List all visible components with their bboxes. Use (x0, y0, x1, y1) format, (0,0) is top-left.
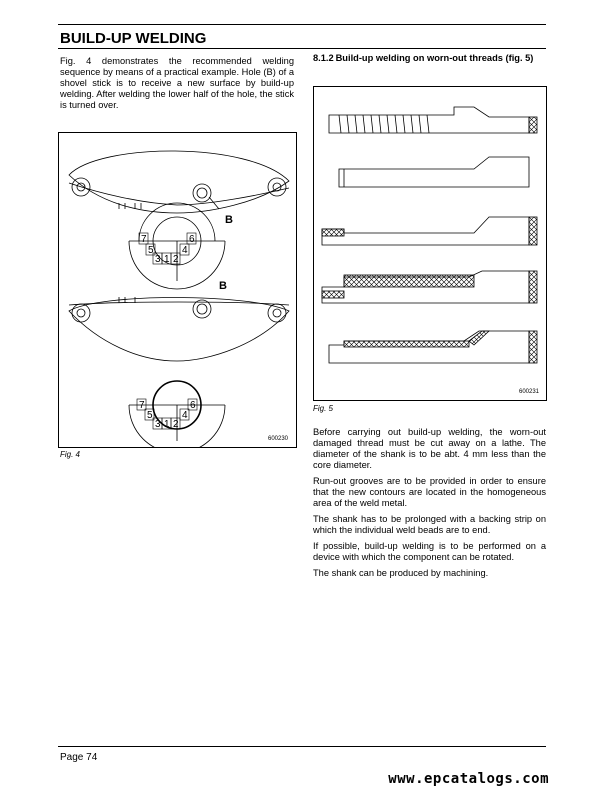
figure-5 (313, 86, 547, 401)
watermark: www.epcatalogs.com (388, 771, 549, 787)
seq-top-2: 2 (173, 254, 179, 265)
seq-top-5: 5 (148, 245, 154, 256)
paragraph-rotation-device: If possible, build-up welding is to be performed on a device with which the component can be rotated. (313, 541, 546, 562)
pin-hole-right-upper (268, 178, 286, 196)
shank-cut-away (339, 157, 529, 187)
paragraph-cut-away: Before carrying out build-up welding, the worn-out damaged thread must be cut away on a lathe. The diameter of the shank is to be abt. 4 mm less than the core diameter. (313, 427, 546, 470)
seq-top-1: 1 (164, 254, 170, 265)
seq-bottom-4: 4 (182, 410, 188, 421)
seq-top-7: 7 (141, 234, 147, 245)
figure-4-code: 600230 (268, 436, 289, 442)
weld-arc-upper (139, 203, 215, 241)
shank-with-backing-strip (322, 217, 529, 245)
figure-4 (58, 132, 297, 448)
page-title: BUILD-UP WELDING (60, 30, 207, 47)
figure-5-drawing (314, 87, 546, 400)
top-rule (58, 24, 546, 25)
stick-upper-outline (69, 151, 289, 213)
intro-text (60, 56, 294, 116)
pin-hole-left-lower (72, 304, 90, 322)
seq-bottom-1: 1 (164, 419, 170, 430)
title-rule (58, 48, 546, 49)
figure-5-caption: Fig. 5 (313, 404, 334, 413)
seq-top-3: 3 (155, 254, 161, 265)
label-b-lower: B (219, 280, 227, 292)
figure-4-caption: Fig. 4 (60, 450, 81, 459)
paragraph-backing-strip: The shank has to be prolonged with a backing strip on which the individual weld beads are to end. (313, 514, 546, 535)
seq-bottom-3: 3 (155, 419, 161, 430)
seq-bottom-2: 2 (173, 419, 179, 430)
seq-bottom-5: 5 (147, 410, 153, 421)
figure-5-code: 600231 (519, 389, 540, 395)
seq-bottom-7: 7 (139, 400, 145, 411)
page-number: Page 74 (60, 752, 98, 763)
seq-top-4: 4 (182, 245, 188, 256)
thread-instructions (313, 427, 546, 584)
paragraph-machining: The shank can be produced by machining. (313, 568, 489, 578)
label-b-upper: B (225, 214, 233, 226)
footer-rule (58, 746, 546, 747)
hole-b-upper (193, 184, 211, 202)
seq-top-6: 6 (189, 234, 195, 245)
intro-paragraph: Fig. 4 demonstrates the recommended welding sequence by means of a practical example. Hole (B) of a shovel stick is to receive a new surface by build-up welding. After welding the lower half of the hole, the stick is turned over. (60, 56, 294, 110)
stick-lower-outline (69, 298, 289, 362)
seq-bottom-6: 6 (190, 400, 196, 411)
hole-b-lower (193, 300, 211, 318)
section-heading (313, 53, 545, 64)
figure-4-drawing (59, 133, 296, 447)
paragraph-run-out-grooves: Run-out grooves are to be provided in order to ensure that the new contours are located in the homogeneous area of the weld metal. (313, 476, 546, 508)
shank-damaged-thread (329, 107, 529, 133)
section-number: 8.1.2 (313, 53, 334, 63)
section-title: Build-up welding on worn-out threads (fig. 5) (335, 53, 534, 63)
